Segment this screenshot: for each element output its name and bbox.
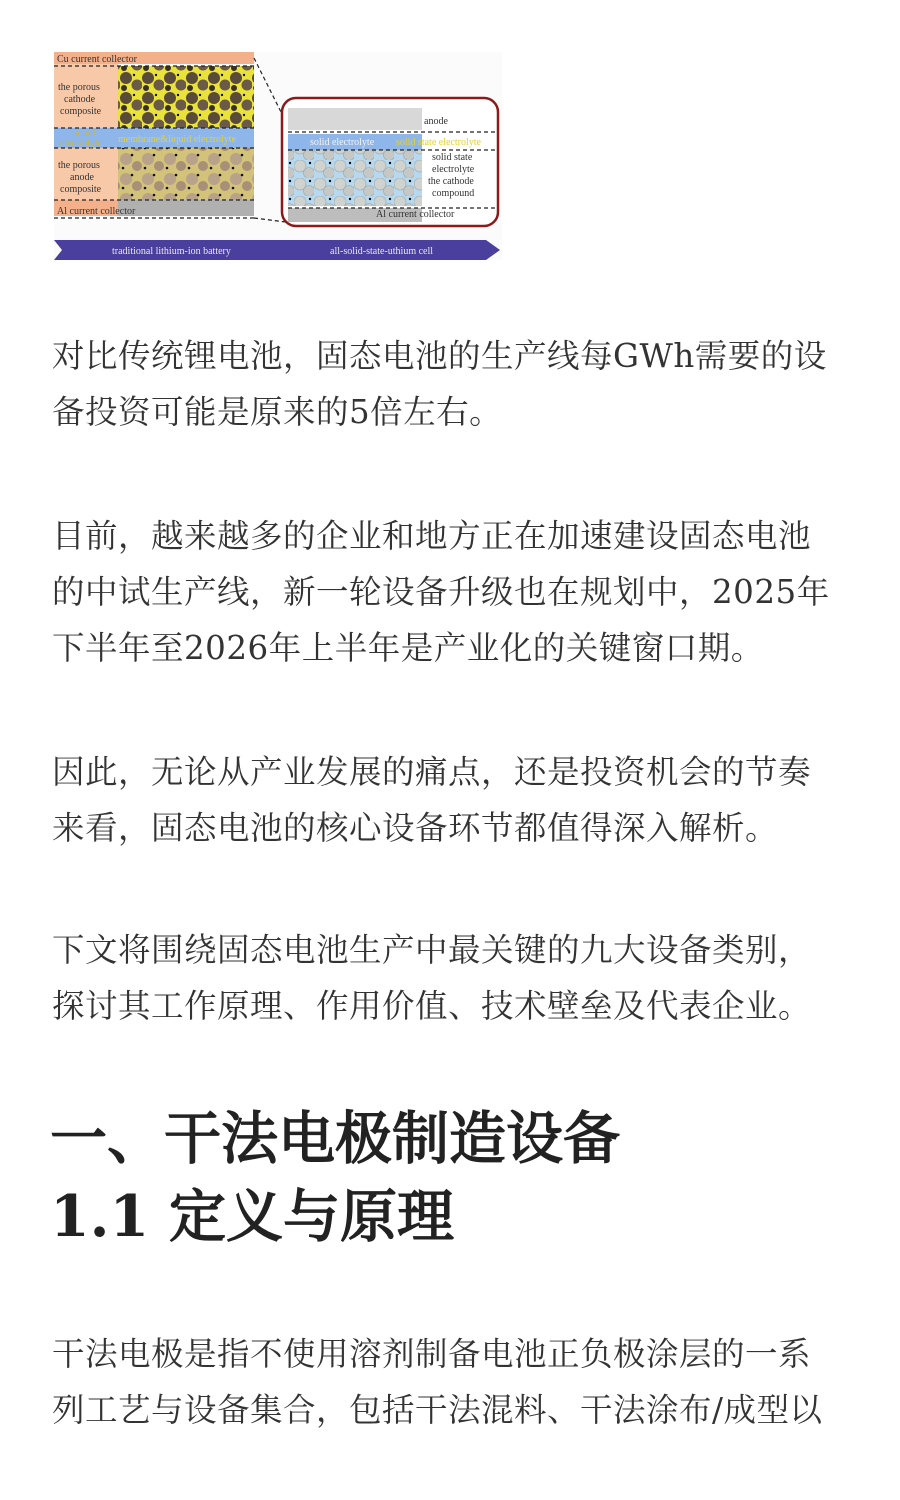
solid-state-cell-label: all-solid-state-uthium cell (330, 246, 434, 257)
paragraph-dry-electrode: 干法电极是指不使用溶剂制备电池正负极涂层的一系 列工艺与设备集合，包括干法混料、干法涂布/成型以 (52, 1335, 823, 1429)
svg-text:solid state: solid state (432, 152, 473, 163)
paragraph-pilot-lines: 目前，越来越多的企业和地方正在加速建设固态电池 的中试生产线，新一轮设备升级也在规划中，2025年 下半年至2026年上半年是产业化的关键窗口期。 (52, 517, 830, 667)
anode-label: anode (424, 116, 448, 127)
svg-text:Al current collector: Al current collector (376, 209, 455, 220)
anode-band (288, 108, 422, 130)
svg-text:composite: composite (60, 184, 102, 195)
svg-text:solid state electrolyte: solid state electrolyte (396, 137, 481, 148)
svg-text:electrolyte: electrolyte (432, 164, 475, 175)
svg-text:Al current collector: Al current collector (57, 206, 136, 217)
svg-text:compound: compound (432, 188, 475, 199)
paragraph-analysis: 因此，无论从产业发展的痛点，还是投资机会的节奏 来看，固态电池的核心设备环节都值得深入解析。 (52, 753, 812, 847)
battery-comparison-figure (54, 52, 502, 260)
battery-diagram (54, 52, 502, 260)
svg-text:the porous: the porous (58, 82, 100, 93)
svg-text:composite: composite (60, 106, 102, 117)
cathode-composite (118, 66, 254, 128)
svg-text:electrolyte: electrolyte (60, 138, 103, 149)
svg-text:anode: anode (70, 172, 94, 183)
subsection-title: 1.1 定义与原理 (50, 1183, 455, 1250)
anode-composite (118, 148, 254, 200)
cu-collector-label: Cu current collector (57, 54, 137, 65)
traditional-battery-label: traditional lithium-ion battery (112, 246, 231, 257)
solid-electrolyte-label: solid electrolyte (310, 137, 375, 148)
cathode-compound-band (288, 150, 422, 206)
section-title: 一、干法电极制造设备 (50, 1105, 620, 1172)
svg-text:the porous: the porous (58, 160, 100, 171)
section-heading (50, 1100, 620, 1256)
paragraph-cost: 对比传统锂电池，固态电池的生产线每GWh需要的设 备投资可能是原来的5倍左右。 (52, 337, 827, 431)
svg-text:the cathode: the cathode (428, 176, 474, 187)
svg-text:liquid: liquid (72, 128, 96, 139)
paragraph-outline: 下文将围绕固态电池生产中最关键的九大设备类别， 探讨其工作原理、作用价值、技术壁垒及代表企业。 (52, 931, 812, 1025)
svg-text:cathode: cathode (64, 94, 96, 105)
membrane-label: membrane&liquid electrolyte (118, 134, 237, 145)
